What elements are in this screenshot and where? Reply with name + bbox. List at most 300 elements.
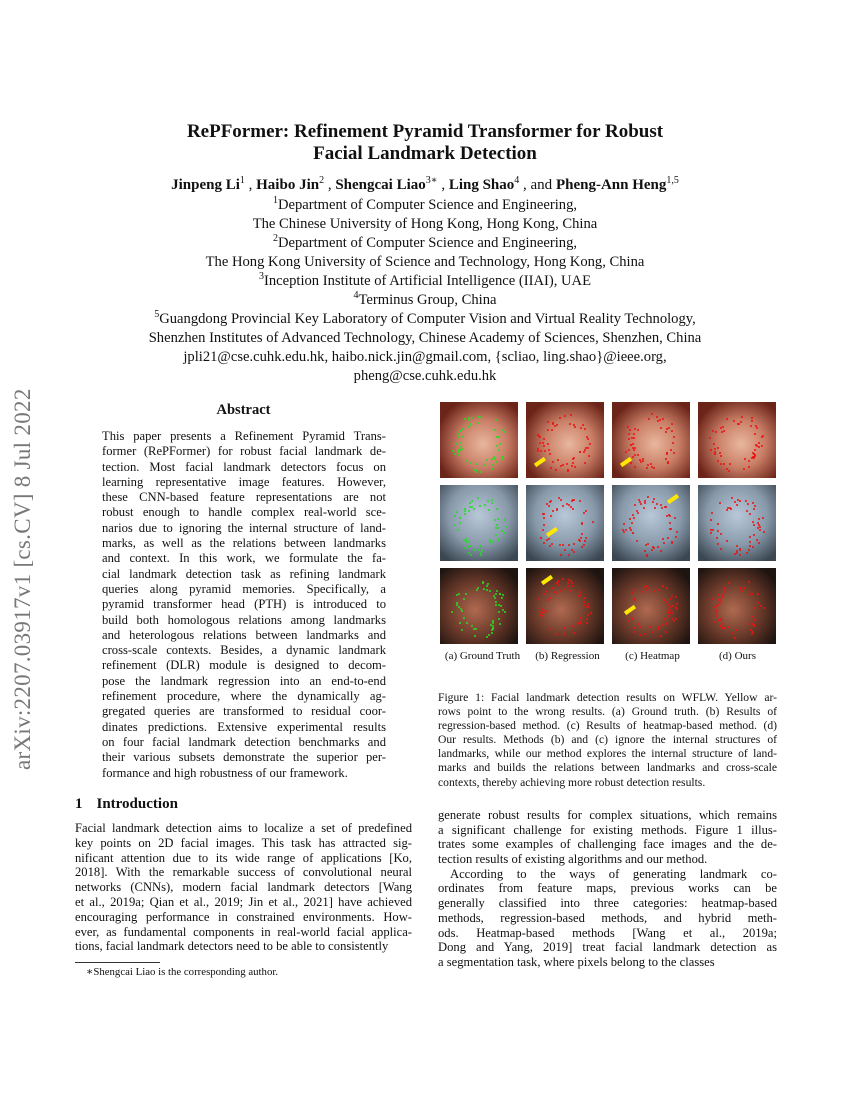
landmark-dot [468, 552, 470, 554]
affiliation-line [0, 196, 850, 215]
abstract-line: on four facial landmark detection benchmarks and [102, 734, 386, 749]
landmark-dot [549, 597, 551, 599]
landmark-dot [662, 585, 664, 587]
text-line: Dong and Yang, 2019] treat facial landmark detection as [438, 940, 777, 955]
landmark-dot [497, 518, 499, 520]
author-name: Pheng-Ann Heng [555, 177, 667, 193]
landmark-dot [571, 625, 573, 627]
landmark-dot [504, 611, 506, 613]
landmark-dot [720, 618, 722, 620]
landmark-dot [712, 598, 714, 600]
landmark-dot [644, 550, 646, 552]
landmark-dot [711, 512, 713, 514]
landmark-dot [637, 512, 639, 514]
landmark-dot [744, 458, 746, 460]
landmark-dot [653, 547, 655, 549]
landmark-dot [642, 460, 644, 462]
landmark-dot [469, 502, 471, 504]
landmark-dot [634, 466, 636, 468]
landmark-dot [590, 612, 592, 614]
landmark-dot [639, 634, 641, 636]
landmark-dot [641, 591, 643, 593]
landmark-dot [662, 538, 664, 540]
landmark-dot [557, 459, 559, 461]
landmark-dot [758, 446, 760, 448]
figure-1 [440, 402, 780, 644]
landmark-dot [665, 458, 667, 460]
landmark-dot [555, 633, 557, 635]
landmark-dot [756, 427, 758, 429]
landmark-dot [454, 515, 456, 517]
landmark-dot [478, 549, 480, 551]
face-result-image [526, 402, 604, 478]
landmark-dot [458, 454, 460, 456]
landmark-dot [720, 455, 722, 457]
landmark-dot [498, 436, 500, 438]
text-line: According to the ways of generating landmark co- [450, 866, 777, 881]
landmark-dot [625, 529, 627, 531]
landmark-dot [497, 539, 499, 541]
landmark-dot [716, 615, 718, 617]
landmark-dot [738, 423, 740, 425]
landmark-dot [470, 545, 472, 547]
text-line: ordinates from feature maps, previous works can be [438, 881, 777, 896]
landmark-dot [724, 627, 726, 629]
landmark-dot [586, 618, 588, 620]
landmark-dot [633, 433, 635, 435]
landmark-dot [573, 543, 575, 545]
landmark-dot [563, 633, 565, 635]
landmark-dot [758, 442, 760, 444]
landmark-dot [496, 461, 498, 463]
yellow-arrow-icon [624, 605, 636, 615]
landmark-dot [748, 460, 750, 462]
landmark-dot [587, 447, 589, 449]
landmark-dot [640, 503, 642, 505]
landmark-dot [559, 544, 561, 546]
landmark-dot [458, 593, 460, 595]
landmark-dot [461, 448, 463, 450]
landmark-dot [465, 541, 467, 543]
landmark-dot [754, 433, 756, 435]
landmark-dot [495, 601, 497, 603]
landmark-dot [585, 537, 587, 539]
affiliation-text: jpli21@cse.cuhk.edu.hk, haibo.nick.jin@gmail.com, {scliao, ling.shao}@ieee.org, [183, 349, 667, 365]
landmark-dot [491, 458, 493, 460]
landmark-dot [569, 423, 571, 425]
landmark-dot [726, 468, 728, 470]
landmark-dot [564, 549, 566, 551]
landmark-dot [552, 510, 554, 512]
landmark-dot [461, 629, 463, 631]
landmark-dot [579, 591, 581, 593]
landmark-dot [660, 427, 662, 429]
author-affiliation-mark: 4 [514, 175, 520, 186]
section-heading-introduction [75, 796, 192, 813]
text-line: key points on 2D facial images. This task has attracted sig- [75, 835, 412, 850]
text-line: networks (CNNs), modern facial landmark detectors [Wang [75, 880, 412, 895]
landmark-dot [736, 504, 738, 506]
landmark-dot [480, 471, 482, 473]
text-line: generally classified into three categories: heatmap-based [438, 896, 777, 911]
landmark-dot [543, 524, 545, 526]
landmark-dot [457, 433, 459, 435]
subcaption-ground-truth: (a) Ground Truth [444, 650, 521, 662]
landmark-dot [550, 467, 552, 469]
landmark-dot [470, 554, 472, 556]
landmark-dot [586, 436, 588, 438]
text-line: et al., 2019a; Qian et al., 2019; Jin et al., 2021] have achieved [75, 894, 412, 909]
landmark-dot [463, 617, 465, 619]
landmark-dot [573, 551, 575, 553]
landmark-dot [664, 618, 666, 620]
landmark-dot [743, 587, 745, 589]
footnote: ∗Shengcai Liao is the corresponding author. [86, 966, 279, 978]
landmark-dot [473, 628, 475, 630]
landmark-dot [751, 420, 753, 422]
landmark-dot [583, 544, 585, 546]
landmark-dot [588, 606, 590, 608]
landmark-dot [461, 428, 463, 430]
landmark-dot [547, 429, 549, 431]
landmark-dot [477, 422, 479, 424]
landmark-dot [587, 614, 589, 616]
text-line: encouraging performance in constrained environments. How- [75, 909, 412, 924]
landmark-dot [658, 589, 660, 591]
affiliation-mark: 5 [154, 309, 160, 321]
landmark-dot [486, 459, 488, 461]
landmark-dot [549, 545, 551, 547]
landmark-dot [759, 529, 761, 531]
landmark-dot [459, 622, 461, 624]
landmark-dot [720, 599, 722, 601]
landmark-dot [466, 460, 468, 462]
landmark-dot [749, 513, 751, 515]
landmark-dot [733, 420, 735, 422]
landmark-dot [474, 549, 476, 551]
landmark-dot [556, 424, 558, 426]
landmark-dot [665, 631, 667, 633]
landmark-dot [740, 421, 742, 423]
landmark-dot [752, 502, 754, 504]
landmark-dot [651, 413, 653, 415]
landmark-dot [496, 508, 498, 510]
landmark-dot [633, 517, 635, 519]
landmark-dot [566, 503, 568, 505]
abstract-line: build both homologous relations among landmarks [102, 612, 386, 627]
landmark-dot [671, 423, 673, 425]
landmark-dot [563, 627, 565, 629]
landmark-dot [571, 582, 573, 584]
landmark-dot [468, 541, 470, 543]
text-line: tection results of existing algorithms and our method. [438, 852, 708, 867]
landmark-dot [564, 415, 566, 417]
affiliation-line [0, 272, 850, 291]
landmark-dot [669, 522, 671, 524]
landmark-dot [541, 615, 543, 617]
landmark-dot [630, 529, 632, 531]
landmark-dot [469, 423, 471, 425]
affiliation-line [0, 291, 850, 310]
landmark-dot [748, 623, 750, 625]
landmark-dot [668, 615, 670, 617]
abstract-line: and context. In this work, we formulate the fa- [102, 551, 386, 566]
landmark-dot [502, 594, 504, 596]
landmark-dot [568, 554, 570, 556]
landmark-dot [716, 610, 718, 612]
landmark-dot [672, 442, 674, 444]
landmark-dot [471, 625, 473, 627]
landmark-dot [669, 598, 671, 600]
landmark-dot [557, 584, 559, 586]
landmark-dot [491, 468, 493, 470]
landmark-dot [632, 618, 634, 620]
figure-image-grid [440, 402, 780, 644]
landmark-dot [634, 447, 636, 449]
landmark-dot [749, 545, 751, 547]
landmark-dot [710, 449, 712, 451]
landmark-dot [752, 631, 754, 633]
caption-line: marks and builds the relations between landmarks and cross-scale [438, 761, 777, 775]
landmark-dot [757, 593, 759, 595]
landmark-dot [475, 628, 477, 630]
landmark-dot [637, 623, 639, 625]
paper-title [0, 121, 850, 165]
landmark-dot [467, 546, 469, 548]
landmark-dot [543, 438, 545, 440]
landmark-dot [662, 418, 664, 420]
landmark-dot [584, 597, 586, 599]
landmark-dot [719, 602, 721, 604]
landmark-dot [551, 543, 553, 545]
landmark-dot [654, 507, 656, 509]
affiliation-mark: 2 [272, 233, 278, 245]
landmark-dot [748, 466, 750, 468]
landmark-dot [483, 464, 485, 466]
landmark-dot [459, 430, 461, 432]
landmark-dot [585, 510, 587, 512]
landmark-dot [676, 603, 678, 605]
landmark-dot [633, 589, 635, 591]
affiliation-text: Department of Computer Science and Engineering, [277, 235, 578, 251]
landmark-dot [504, 431, 506, 433]
landmark-dot [746, 510, 748, 512]
landmark-dot [643, 633, 645, 635]
arxiv-identifier[interactable]: arXiv:2207.03917v1 [cs.CV] 8 Jul 2022 [10, 388, 35, 770]
affiliation-text: Shenzhen Institutes of Advanced Technology, Chinese Academy of Sciences, Shenzhen, China [148, 330, 702, 346]
title-line: Facial Landmark Detection [313, 143, 537, 164]
landmark-dot [540, 537, 542, 539]
caption-line: Our results. Methods (b) and (c) ignore the internal structures of [438, 733, 777, 747]
landmark-dot [719, 502, 721, 504]
landmark-dot [482, 581, 484, 583]
landmark-dot [549, 453, 551, 455]
landmark-dot [457, 449, 459, 451]
landmark-dot [539, 442, 541, 444]
landmark-dot [665, 431, 667, 433]
landmark-dot [480, 554, 482, 556]
landmark-dot [454, 453, 456, 455]
landmark-dot [580, 537, 582, 539]
landmark-dot [464, 513, 466, 515]
affiliation-line [0, 215, 850, 234]
landmark-dot [710, 519, 712, 521]
landmark-dot [717, 530, 719, 532]
landmark-dot [560, 499, 562, 501]
landmark-dot [752, 521, 754, 523]
landmark-dot [758, 542, 760, 544]
landmark-dot [487, 500, 489, 502]
landmark-dot [550, 628, 552, 630]
landmark-dot [499, 623, 501, 625]
landmark-dot [754, 619, 756, 621]
landmark-dot [494, 519, 496, 521]
landmark-dot [758, 524, 760, 526]
yellow-arrow-icon [534, 457, 546, 467]
landmark-dot [714, 451, 716, 453]
landmark-dot [582, 424, 584, 426]
landmark-dot [571, 465, 573, 467]
landmark-dot [628, 433, 630, 435]
landmark-dot [584, 462, 586, 464]
yellow-arrow-icon [541, 575, 553, 585]
landmark-dot [546, 503, 548, 505]
landmark-dot [741, 416, 743, 418]
landmark-dot [498, 449, 500, 451]
landmark-dot [465, 593, 467, 595]
landmark-dot [673, 436, 675, 438]
landmark-dot [673, 452, 675, 454]
landmark-dot [548, 449, 550, 451]
landmark-dot [717, 460, 719, 462]
abstract-line: narios due to ignoring the internal structure of land- [102, 520, 386, 535]
landmark-dot [623, 523, 625, 525]
abstract-line: their various subsets demonstrate the superior per- [102, 750, 386, 765]
landmark-dot [562, 464, 564, 466]
landmark-dot [728, 582, 730, 584]
landmark-dot [572, 462, 574, 464]
affiliation-line [0, 253, 850, 272]
landmark-dot [759, 526, 761, 528]
landmark-dot [486, 585, 488, 587]
abstract-line: marks, as well as the relations between landmarks [102, 536, 386, 551]
landmark-dot [673, 620, 675, 622]
landmark-dot [461, 610, 463, 612]
landmark-dot [464, 508, 466, 510]
landmark-dot [715, 431, 717, 433]
landmark-dot [753, 508, 755, 510]
landmark-dot [754, 505, 756, 507]
landmark-dot [757, 602, 759, 604]
landmark-dot [544, 450, 546, 452]
landmark-dot [588, 455, 590, 457]
landmark-dot [545, 590, 547, 592]
landmark-dot [763, 531, 765, 533]
landmark-dot [471, 417, 473, 419]
landmark-dot [553, 591, 555, 593]
landmark-dot [661, 624, 663, 626]
abstract-line: learning representative image features. However, [102, 474, 386, 489]
landmark-dot [471, 500, 473, 502]
landmark-dot [739, 500, 741, 502]
landmark-dot [731, 497, 733, 499]
landmark-dot [739, 554, 741, 556]
text-line: Facial landmark detection aims to localize a set of predefined [75, 821, 412, 835]
landmark-dot [763, 607, 765, 609]
footnote-divider [75, 962, 160, 963]
landmark-dot [735, 629, 737, 631]
landmark-dot [633, 437, 635, 439]
landmark-dot [567, 585, 569, 587]
face-result-image [612, 485, 690, 561]
landmark-dot [629, 429, 631, 431]
landmark-dot [543, 513, 545, 515]
landmark-dot [464, 418, 466, 420]
landmark-dot [543, 445, 545, 447]
landmark-dot [501, 597, 503, 599]
landmark-dot [488, 634, 490, 636]
landmark-dot [632, 456, 634, 458]
landmark-dot [644, 500, 646, 502]
landmark-dot [567, 469, 569, 471]
landmark-dot [556, 582, 558, 584]
landmark-dot [670, 449, 672, 451]
landmark-dot [745, 500, 747, 502]
landmark-dot [506, 526, 508, 528]
landmark-dot [459, 522, 461, 524]
face-result-image [440, 568, 518, 644]
landmark-dot [758, 518, 760, 520]
landmark-dot [495, 593, 497, 595]
affiliation-mark: 1 [272, 195, 278, 207]
text-line: ods. Heatmap-based methods [Wang et al., 2019a; [438, 925, 777, 940]
landmark-dot [492, 464, 494, 466]
landmark-dot [503, 532, 505, 534]
yellow-arrow-icon [667, 494, 679, 504]
abstract-line: pose the landmark regression into an end-to-end [102, 673, 386, 688]
landmark-dot [500, 605, 502, 607]
author-conjunction: and [530, 177, 553, 193]
landmark-dot [739, 587, 741, 589]
landmark-dot [669, 612, 671, 614]
author-affiliation-mark: 2 [319, 175, 325, 186]
affiliation-text: Terminus Group, China [358, 292, 497, 308]
face-result-image [526, 568, 604, 644]
text-line: a significant challenge for existing methods. Figure 1 illus- [438, 822, 777, 837]
landmark-dot [716, 537, 718, 539]
landmark-dot [496, 524, 498, 526]
landmark-dot [579, 500, 581, 502]
abstract-line: dinates predictions. Extensive experimental results [102, 719, 386, 734]
landmark-dot [468, 510, 470, 512]
landmark-dot [753, 625, 755, 627]
landmark-dot [486, 636, 488, 638]
abstract-line: former (RePFormer) for robust facial landmark de- [102, 444, 386, 459]
landmark-dot [580, 617, 582, 619]
landmark-dot [676, 608, 678, 610]
affiliation-text: pheng@cse.cuhk.edu.hk [353, 368, 497, 384]
abstract-body [102, 429, 386, 781]
landmark-dot [754, 455, 756, 457]
landmark-dot [484, 504, 486, 506]
landmark-dot [727, 507, 729, 509]
landmark-dot [579, 594, 581, 596]
landmark-dot [464, 547, 466, 549]
affiliation-mark: 3 [258, 271, 264, 283]
landmark-dot [451, 611, 453, 613]
landmark-dot [742, 590, 744, 592]
landmark-dot [537, 434, 539, 436]
